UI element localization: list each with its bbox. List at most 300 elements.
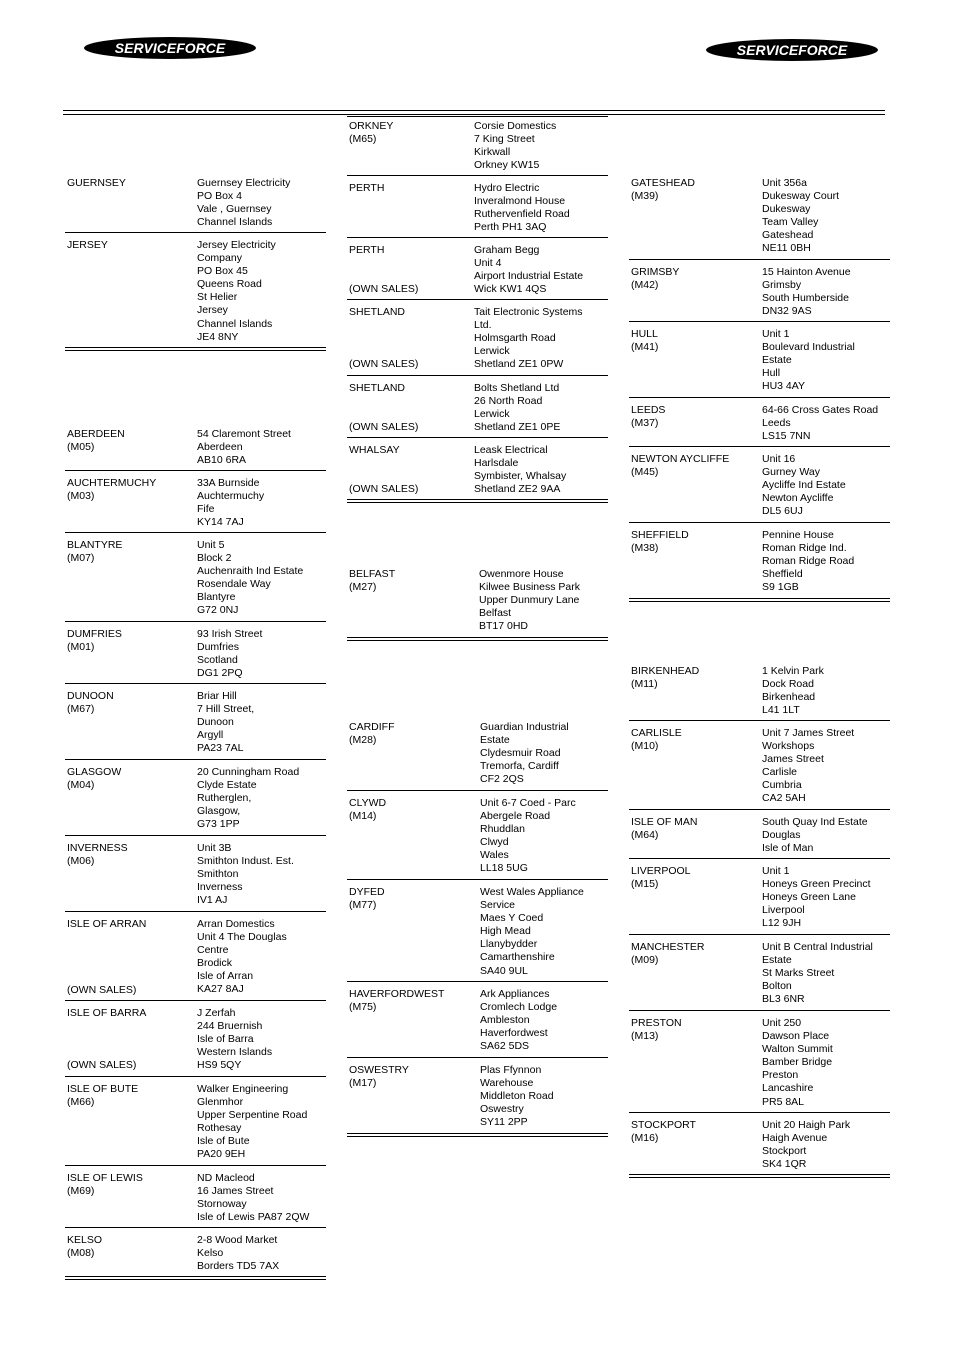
section-end-rule xyxy=(347,499,608,503)
address-line: Smithton Indust. Est. xyxy=(197,855,294,868)
address-line: KY14 7AJ xyxy=(197,516,244,529)
entry-divider xyxy=(347,237,608,238)
section-top-rule xyxy=(347,116,608,117)
logo-right-text: SERVICEFORCE xyxy=(736,42,848,58)
entry-town: LEEDS xyxy=(631,404,666,416)
address-line: Team Valley xyxy=(762,216,819,229)
directory-entry xyxy=(65,690,326,756)
directory-entry xyxy=(347,988,608,1054)
entry-code: (M05) xyxy=(67,441,95,453)
entry-town: ISLE OF ARRAN xyxy=(67,918,147,930)
section-end-rule xyxy=(65,1276,326,1280)
entry-town: CARLISLE xyxy=(631,727,682,739)
entry-code: (M41) xyxy=(631,341,659,353)
address-line: Jersey xyxy=(197,304,228,317)
address-line: Glasgow, xyxy=(197,805,241,818)
address-line: Ruthervenfield Road xyxy=(474,208,570,221)
entry-town: WHALSAY xyxy=(349,444,400,456)
address-line: Inveralmond House xyxy=(474,195,566,208)
entry-town: GUERNSEY xyxy=(67,177,126,189)
address-line: West Wales Appliance xyxy=(480,886,584,898)
directory-entry xyxy=(65,477,326,529)
directory-entry xyxy=(65,1172,326,1224)
directory-entry xyxy=(65,177,326,229)
entry-town: CLYWD xyxy=(349,797,387,809)
entry-divider xyxy=(65,1165,326,1166)
address-line: BL3 6NR xyxy=(762,993,805,1006)
address-line: IV1 AJ xyxy=(197,894,228,907)
address-line: Walton Summit xyxy=(762,1043,833,1056)
entry-own-sales: (OWN SALES) xyxy=(67,984,137,996)
directory-entry xyxy=(347,244,608,296)
entry-town: ABERDEEN xyxy=(67,428,125,440)
address-line: Dunoon xyxy=(197,716,234,729)
entry-address xyxy=(197,1083,307,1162)
directory-entry xyxy=(65,918,326,997)
address-line: 64-66 Cross Gates Road xyxy=(762,404,879,416)
logo-left xyxy=(83,36,257,60)
address-line: Stornoway xyxy=(197,1198,247,1211)
address-line: NE11 0BH xyxy=(762,242,811,255)
directory-entry xyxy=(65,1007,326,1073)
address-line: L41 1LT xyxy=(762,704,800,717)
entry-code: (M64) xyxy=(631,829,659,841)
entry-town: SHEFFIELD xyxy=(631,529,689,541)
address-line: Roman Ridge Ind. xyxy=(762,542,847,555)
entry-code: (M01) xyxy=(67,641,95,653)
address-line: Dukesway xyxy=(762,203,811,216)
address-line: Aberdeen xyxy=(197,441,243,454)
address-line: Newton Aycliffe xyxy=(762,492,834,505)
entry-divider xyxy=(65,1000,326,1001)
address-line: Isle of Man xyxy=(762,842,814,855)
entry-address xyxy=(762,177,839,256)
entry-address xyxy=(480,988,557,1053)
entry-address xyxy=(762,453,846,518)
entry-town: BLANTYRE xyxy=(67,539,123,551)
entry-address xyxy=(197,766,299,831)
entry-town: AUCHTERMUCHY xyxy=(67,477,157,489)
address-line: 20 Cunningham Road xyxy=(197,766,300,778)
address-line: Gateshead xyxy=(762,229,814,242)
address-line: Cromlech Lodge xyxy=(480,1001,558,1014)
address-line: Service xyxy=(480,899,516,912)
address-line: Symbister, Whalsay xyxy=(474,470,567,483)
address-line: 54 Claremont Street xyxy=(197,428,291,440)
address-line: Unit 4 The Douglas xyxy=(197,931,287,944)
entry-town: GLASGOW xyxy=(67,766,122,778)
address-line: James Street xyxy=(762,753,824,766)
section-end-rule xyxy=(629,598,890,602)
entry-code: (M37) xyxy=(631,417,659,429)
entry-code: (M11) xyxy=(631,678,658,690)
address-line: SY11 2PP xyxy=(480,1116,528,1129)
address-line: Dukesway Court xyxy=(762,190,840,203)
entry-town: BIRKENHEAD xyxy=(631,665,700,677)
entry-address xyxy=(474,244,583,296)
address-line: HS9 5QY xyxy=(197,1059,242,1072)
entry-town: GRIMSBY xyxy=(631,266,680,278)
entry-address xyxy=(197,1007,272,1072)
address-line: Haverfordwest xyxy=(480,1027,548,1040)
address-line: Bolts Shetland Ltd xyxy=(474,382,560,394)
entry-divider xyxy=(629,1010,890,1011)
entry-town: STOCKPORT xyxy=(631,1119,696,1131)
directory-entry xyxy=(347,886,608,978)
entry-town: JERSEY xyxy=(67,239,108,251)
address-line: Arran Domestics xyxy=(197,918,275,930)
address-line: Clwyd xyxy=(480,836,509,849)
address-line: G73 1PP xyxy=(197,818,240,831)
entry-town: ORKNEY xyxy=(349,120,394,132)
header-rule xyxy=(63,110,885,115)
address-line: Leeds xyxy=(762,417,791,430)
address-line: Ltd. xyxy=(474,319,492,332)
entry-address xyxy=(197,539,303,618)
entry-address xyxy=(197,1172,309,1224)
address-line: Graham Begg xyxy=(474,244,540,256)
entry-code: (M67) xyxy=(67,703,95,715)
address-line: Inverness xyxy=(197,881,243,894)
entry-code: (M27) xyxy=(349,581,377,593)
address-line: Grimsby xyxy=(762,279,802,292)
entry-town: PERTH xyxy=(349,244,385,256)
address-line: KA27 8AJ xyxy=(197,983,244,996)
address-line: Guernsey Electricity xyxy=(197,177,291,189)
address-line: 26 North Road xyxy=(474,395,543,408)
address-line: Guardian Industrial xyxy=(480,721,569,733)
address-line: Auchtermuchy xyxy=(197,490,265,503)
address-line: South Humberside xyxy=(762,292,849,305)
directory-entry xyxy=(65,842,326,908)
directory-entry xyxy=(629,665,890,717)
address-line: Leask Electrical xyxy=(474,444,548,456)
address-line: 1 Kelvin Park xyxy=(762,665,824,677)
entry-divider xyxy=(65,911,326,912)
entry-code: (M13) xyxy=(631,1030,659,1042)
entry-address xyxy=(197,690,254,755)
directory-entry xyxy=(629,1017,890,1109)
entry-address xyxy=(197,477,264,529)
address-line: Haigh Avenue xyxy=(762,1132,828,1145)
address-line: Rosendale Way xyxy=(197,578,271,591)
entry-town: DUMFRIES xyxy=(67,628,122,640)
entry-address xyxy=(197,428,291,467)
entry-divider xyxy=(629,720,890,721)
entry-code: (M07) xyxy=(67,552,95,564)
entry-address xyxy=(197,628,262,680)
address-line: Honeys Green Lane xyxy=(762,891,856,904)
address-line: Llanybydder xyxy=(480,938,538,951)
address-line: Unit 20 Haigh Park xyxy=(762,1119,851,1131)
entry-divider xyxy=(65,1076,326,1077)
directory-entry xyxy=(347,444,608,496)
directory-entry xyxy=(347,182,608,234)
entry-address xyxy=(762,941,873,1006)
directory-entry xyxy=(629,1119,890,1171)
address-line: 15 Hainton Avenue xyxy=(762,266,851,278)
address-line: 33A Burnside xyxy=(197,477,260,489)
section-end-rule xyxy=(65,347,326,351)
entry-address xyxy=(197,177,290,229)
address-line: Rhuddlan xyxy=(480,823,525,836)
address-line: Douglas xyxy=(762,829,801,842)
entry-address xyxy=(762,665,824,717)
directory-entry xyxy=(347,382,608,434)
entry-divider xyxy=(65,532,326,533)
address-line: Unit B Central Industrial xyxy=(762,941,873,953)
entry-divider xyxy=(629,446,890,447)
address-line: Channel Islands xyxy=(197,317,273,330)
address-line: Kelso xyxy=(197,1247,224,1260)
address-line: Ambleston xyxy=(480,1014,530,1027)
entry-own-sales: (OWN SALES) xyxy=(349,283,419,295)
entry-divider xyxy=(347,981,608,982)
address-line: Kirkwall xyxy=(474,146,511,159)
entry-address xyxy=(762,266,851,318)
address-line: Wales xyxy=(480,849,509,862)
entry-divider xyxy=(629,858,890,859)
entry-divider xyxy=(65,683,326,684)
address-line: Unit 250 xyxy=(762,1017,802,1029)
address-line: CF2 2QS xyxy=(480,773,524,786)
entry-address xyxy=(197,239,276,344)
entry-address xyxy=(762,727,854,806)
directory-entry xyxy=(629,941,890,1007)
address-line: Airport Industrial Estate xyxy=(474,270,584,283)
entry-town: KELSO xyxy=(67,1234,103,1246)
entry-town: SHETLAND xyxy=(349,382,406,394)
address-line: Clydesmuir Road xyxy=(480,747,561,760)
address-line: CA2 5AH xyxy=(762,792,806,805)
address-line: Rothesay xyxy=(197,1122,242,1135)
address-line: Pennine House xyxy=(762,529,834,541)
entry-town: GATESHEAD xyxy=(631,177,695,189)
address-line: High Mead xyxy=(480,925,531,938)
entry-divider xyxy=(629,321,890,322)
directory-entry xyxy=(65,1083,326,1162)
directory-entry xyxy=(347,568,608,634)
entry-address xyxy=(762,865,871,930)
address-line: St Helier xyxy=(197,291,238,304)
entry-code: (M03) xyxy=(67,490,95,502)
address-line: LL18 5UG xyxy=(480,862,528,875)
entry-divider xyxy=(347,1057,608,1058)
address-line: Liverpool xyxy=(762,904,805,917)
entry-town: CARDIFF xyxy=(349,721,395,733)
entry-town: HULL xyxy=(631,328,658,340)
directory-entry xyxy=(65,239,326,344)
address-line: PO Box 4 xyxy=(197,190,242,203)
entry-town: BELFAST xyxy=(349,568,396,580)
entry-code: (M15) xyxy=(631,878,659,890)
logo-right xyxy=(705,38,879,62)
address-line: Isle of Barra xyxy=(197,1033,254,1046)
entry-code: (M09) xyxy=(631,954,659,966)
entry-divider xyxy=(629,809,890,810)
directory-entry xyxy=(65,539,326,618)
address-line: JE4 8NY xyxy=(197,330,239,343)
address-line: SA62 5DS xyxy=(480,1040,530,1053)
address-line: Isle of Arran xyxy=(197,970,254,983)
address-line: DL5 6UJ xyxy=(762,505,803,518)
entry-divider xyxy=(65,1227,326,1228)
entry-address xyxy=(197,1234,279,1273)
directory-entry xyxy=(347,797,608,876)
address-line: Jersey Electricity xyxy=(197,239,276,251)
address-line: Gurney Way xyxy=(762,466,820,479)
address-line: Stockport xyxy=(762,1145,807,1158)
address-line: PA23 7AL xyxy=(197,742,244,755)
entry-address xyxy=(474,382,560,434)
address-line: DN32 9AS xyxy=(762,305,812,318)
address-line: Unit 4 xyxy=(474,257,502,270)
address-line: Briar Hill xyxy=(197,690,237,702)
address-line: Lerwick xyxy=(474,345,510,358)
entry-address xyxy=(474,182,570,234)
address-line: Perth PH1 3AQ xyxy=(474,221,547,234)
address-line: Workshops xyxy=(762,740,815,753)
address-line: Middleton Road xyxy=(480,1090,554,1103)
entry-address xyxy=(197,842,294,907)
address-line: Orkney KW15 xyxy=(474,159,540,172)
address-line: J Zerfah xyxy=(197,1007,236,1019)
entry-address xyxy=(480,886,584,978)
directory-entry xyxy=(629,453,890,519)
address-line: Tait Electronic Systems xyxy=(474,306,583,318)
entry-town: PERTH xyxy=(349,182,385,194)
address-line: Hydro Electric xyxy=(474,182,540,194)
address-line: Blantyre xyxy=(197,591,236,604)
address-line: HU3 4AY xyxy=(762,380,805,393)
entry-address xyxy=(762,1119,850,1171)
address-line: Lerwick xyxy=(474,408,510,421)
entry-code: (M04) xyxy=(67,779,95,791)
address-line: PA20 9EH xyxy=(197,1148,246,1161)
entry-code: (M39) xyxy=(631,190,659,202)
address-line: Vale , Guernsey xyxy=(197,203,272,216)
address-line: Dumfries xyxy=(197,641,240,654)
directory-entry xyxy=(629,328,890,394)
address-line: Kilwee Business Park xyxy=(479,581,580,594)
entry-code: (M38) xyxy=(631,542,659,554)
address-line: South Quay Ind Estate xyxy=(762,816,868,828)
address-line: Isle of Bute xyxy=(197,1135,250,1148)
entry-divider xyxy=(629,259,890,260)
entry-address xyxy=(762,404,878,443)
address-line: Tremorfa, Cardiff xyxy=(480,760,559,773)
entry-town: ISLE OF MAN xyxy=(631,816,698,828)
directory-entry xyxy=(629,266,890,318)
entry-divider xyxy=(629,397,890,398)
address-line: Argyll xyxy=(197,729,224,742)
entry-town: LIVERPOOL xyxy=(631,865,691,877)
directory-entry xyxy=(629,404,890,443)
address-line: Clyde Estate xyxy=(197,779,257,792)
address-line: Borders TD5 7AX xyxy=(197,1260,280,1273)
address-line: Camarthenshire xyxy=(480,951,555,964)
entry-code: (M75) xyxy=(349,1001,377,1013)
address-line: Estate xyxy=(762,954,792,967)
address-line: Boulevard Industrial xyxy=(762,341,855,354)
address-line: L12 9JH xyxy=(762,917,802,930)
entry-divider xyxy=(629,522,890,523)
address-line: Warehouse xyxy=(480,1077,534,1090)
entry-own-sales: (OWN SALES) xyxy=(349,421,419,433)
entry-town: DYFED xyxy=(349,886,385,898)
address-line: Shetland ZE1 0PE xyxy=(474,421,561,434)
address-line: Smithton xyxy=(197,868,239,881)
address-line: Cumbria xyxy=(762,779,802,792)
address-line: Belfast xyxy=(479,607,512,620)
address-line: Upper Dunmury Lane xyxy=(479,594,580,607)
entry-address xyxy=(480,797,576,876)
entry-town: DUNOON xyxy=(67,690,114,702)
entry-code: (M66) xyxy=(67,1096,95,1108)
entry-divider xyxy=(65,835,326,836)
address-line: Rutherglen, xyxy=(197,792,252,805)
entry-address xyxy=(479,568,580,633)
entry-town: PRESTON xyxy=(631,1017,682,1029)
entry-code: (M65) xyxy=(349,133,377,145)
address-line: Shetland ZE1 0PW xyxy=(474,358,564,371)
section-end-rule xyxy=(347,1133,608,1137)
entry-address xyxy=(197,918,287,997)
entry-code: (M69) xyxy=(67,1185,95,1197)
address-line: G72 0NJ xyxy=(197,604,239,617)
entry-town: INVERNESS xyxy=(67,842,128,854)
entry-address xyxy=(474,306,583,371)
directory-entry xyxy=(629,727,890,806)
address-line: Walker Engineering xyxy=(197,1083,289,1095)
entry-divider xyxy=(347,375,608,376)
entry-divider xyxy=(65,470,326,471)
address-line: Oswestry xyxy=(480,1103,524,1116)
address-line: Centre xyxy=(197,944,229,957)
address-line: Auchenraith Ind Estate xyxy=(197,565,304,578)
entry-divider xyxy=(347,175,608,176)
address-line: Estate xyxy=(480,734,510,747)
entry-address xyxy=(762,1017,833,1109)
address-line: Upper Serpentine Road xyxy=(197,1109,308,1122)
entry-code: (M77) xyxy=(349,899,377,911)
address-line: Hull xyxy=(762,367,781,380)
address-line: 244 Bruernish xyxy=(197,1020,263,1033)
address-line: Scotland xyxy=(197,654,238,667)
entry-divider xyxy=(347,299,608,300)
directory-entry xyxy=(347,120,608,172)
address-line: Glenmhor xyxy=(197,1096,244,1109)
directory-entry xyxy=(629,177,890,256)
address-line: Dawson Place xyxy=(762,1030,830,1043)
directory-entry xyxy=(65,1234,326,1273)
address-line: Holmsgarth Road xyxy=(474,332,556,345)
entry-address xyxy=(480,1064,554,1129)
address-line: 93 Irish Street xyxy=(197,628,263,640)
address-line: Unit 1 xyxy=(762,328,790,340)
entry-address xyxy=(474,444,566,496)
entry-address xyxy=(480,721,569,786)
address-line: Shetland ZE2 9AA xyxy=(474,483,561,496)
entry-code: (M08) xyxy=(67,1247,95,1259)
entry-town: MANCHESTER xyxy=(631,941,705,953)
address-line: Roman Ridge Road xyxy=(762,555,855,568)
address-line: Corsie Domestics xyxy=(474,120,557,132)
entry-code: (M16) xyxy=(631,1132,659,1144)
entry-divider xyxy=(347,437,608,438)
entry-town: SHETLAND xyxy=(349,306,406,318)
entry-town: OSWESTRY xyxy=(349,1064,409,1076)
